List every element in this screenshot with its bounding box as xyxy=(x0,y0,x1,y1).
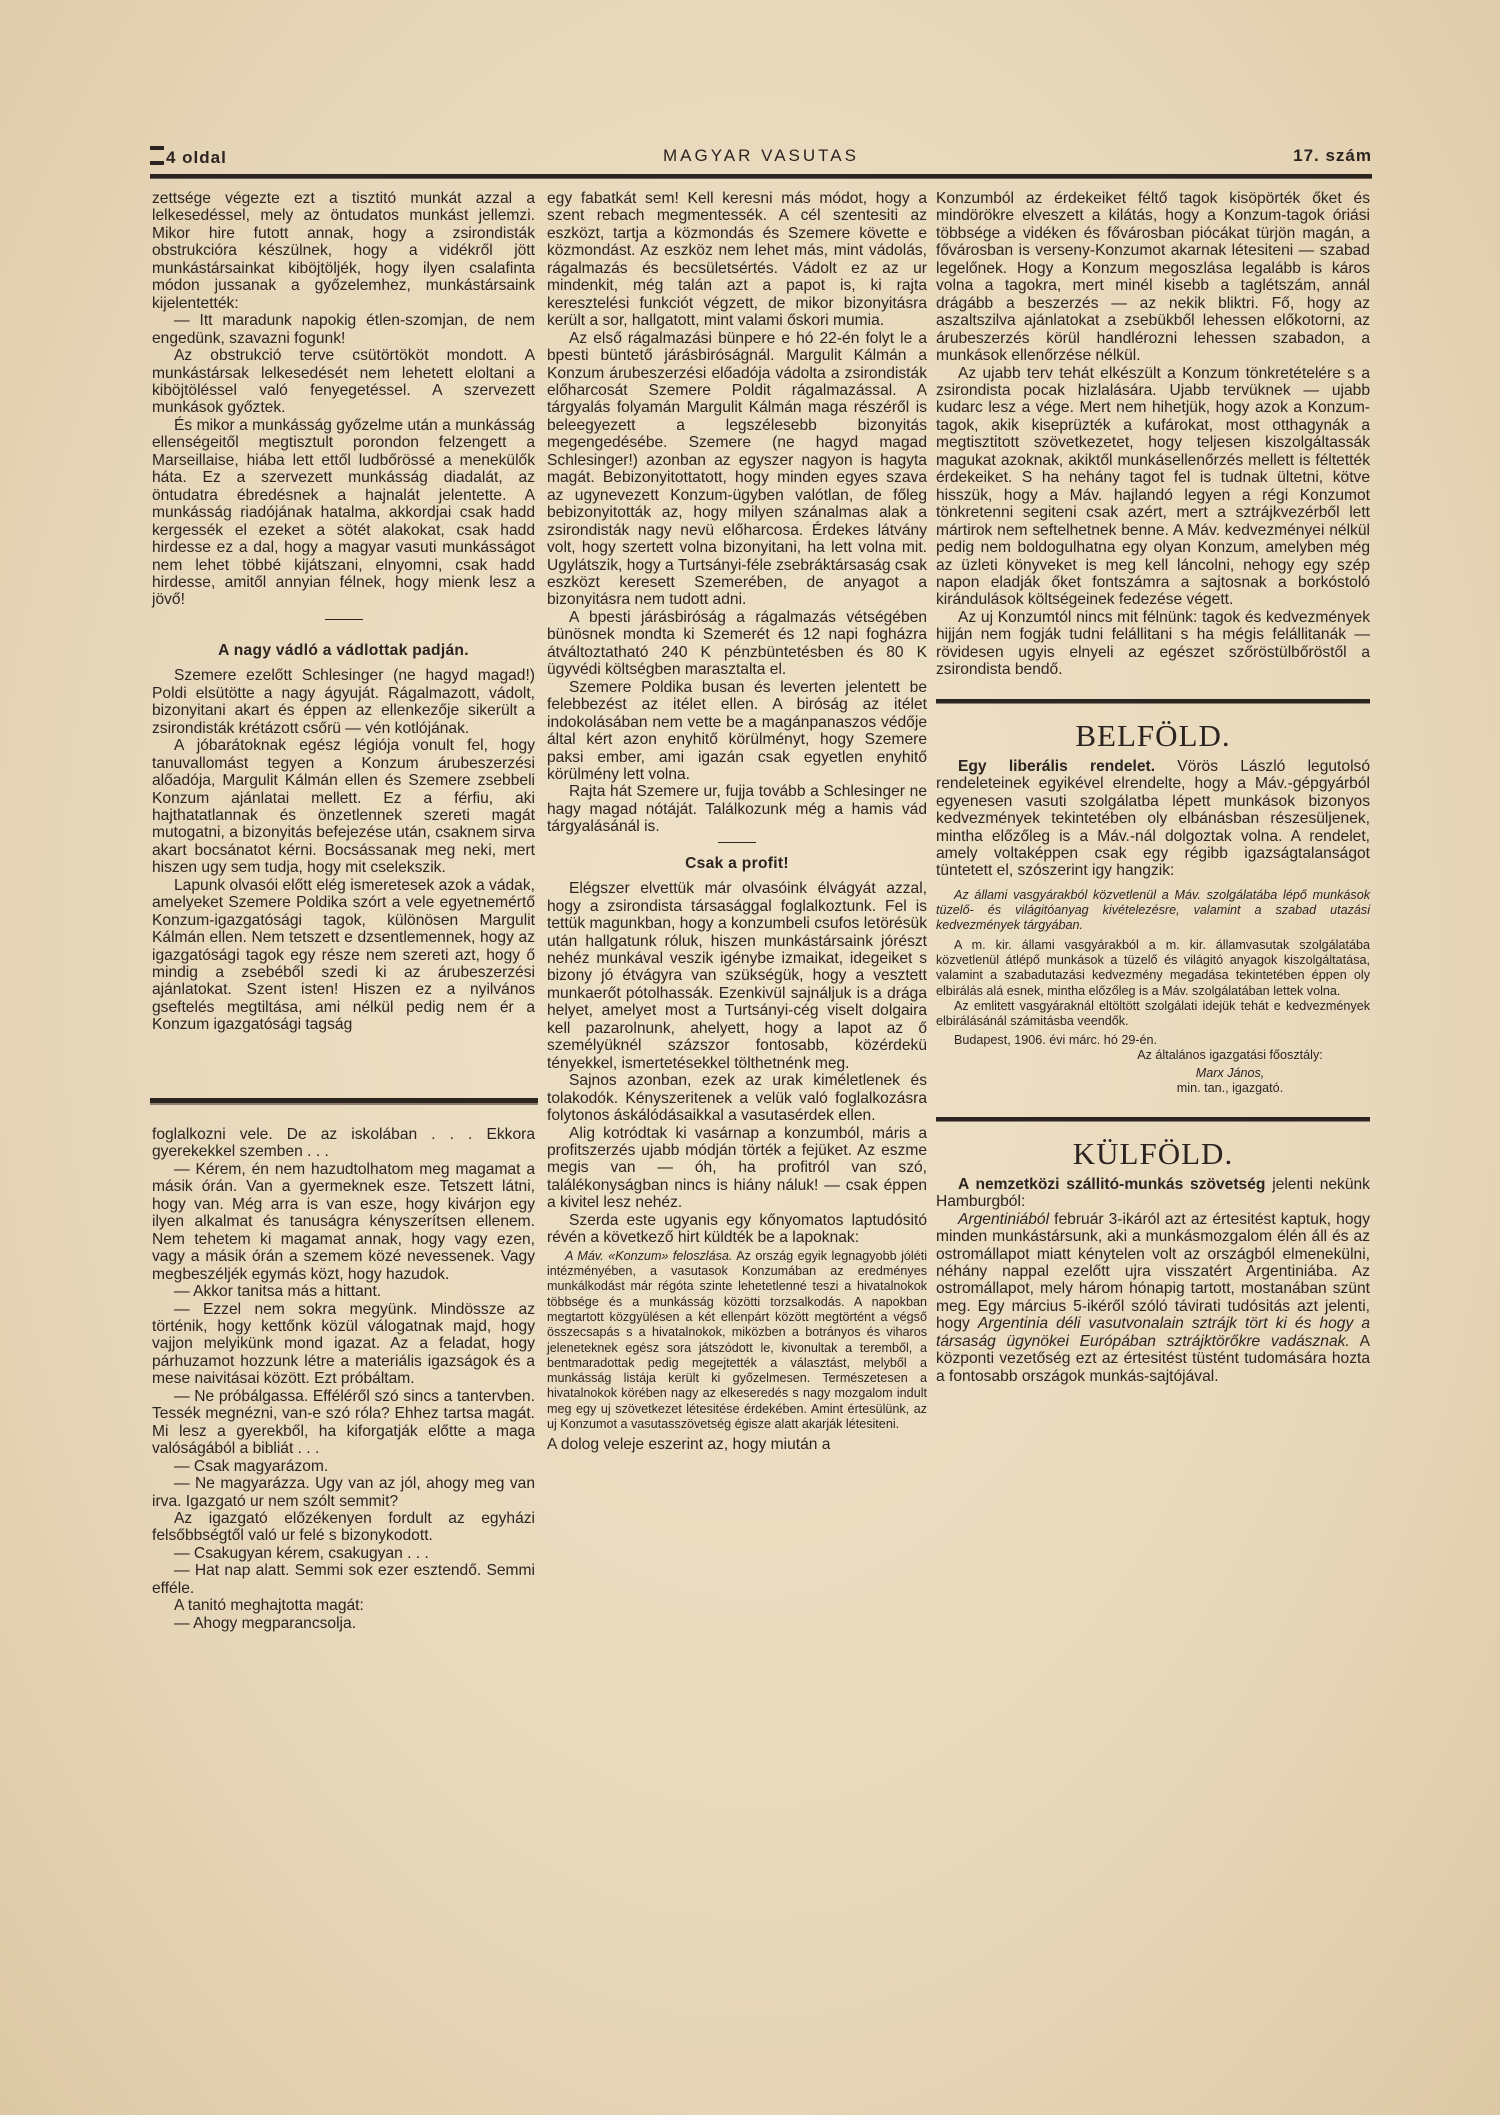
paragraph: zettsége végezte ezt a tisztitó munkát azzal a lelkesedéssel, mely az öntudatos munkást jellemzi. Mikor hire futott annak, hogy a zsirondisták obstrukcióra készülnek, hogy a vidékről jött munkástársainkat kiböjtöljék, hogy ilyen csalafinta módon jussanak a győzelemhez, munkástársaink kijelentették: xyxy=(152,190,535,312)
italic-text: Argentiniából xyxy=(958,1210,1050,1228)
decree-date: Budapest, 1906. évi márc. hó 29-én. xyxy=(954,1032,1158,1047)
paragraph: Az uj Konzumtól nincs mit félnünk: tagok és kedvezmények hijján nem fogják tudni felállitani s ha mégis felállitanák — rövidesen ugyis elnyeli az egészet szőröstülbőröstől a zsirondista bendő. xyxy=(936,608,1370,679)
lead-title: Egy liberális rendelet. xyxy=(958,757,1156,775)
paragraph: Szemere ezelőtt Schlesinger (ne hagyd magad!) Poldi elsütötte a nagy ágyuját. Rágalmazott, vádolt, bizonyitani akart és éppen az ellenkezője sikerült a zsirondisták krétázott csőrü — vén kotlójának. xyxy=(152,667,535,737)
paragraph: Szemere Poldika busan és leverten jelentett be felebbezést az itélet ellen. A biróság az itélet indokolásában nem vette be a magánpanaszos védője által kért azon enyhitő körülményt, hogy Szemere paksi ember, ami igazán csak egyetlen enyhitő körülmény lett volna. xyxy=(547,678,927,783)
signature-block xyxy=(936,1048,1370,1097)
column-2 xyxy=(547,190,927,1454)
paragraph: — Ne magyarázza. Ugy van az jól, ahogy meg van irva. Igazgató ur nem szólt semmit? xyxy=(152,1475,535,1510)
signature-name: Marx János, xyxy=(1195,1066,1265,1081)
column-3 xyxy=(936,190,1370,1385)
section-rule xyxy=(936,1117,1370,1122)
section-divider xyxy=(325,619,363,620)
quoted-news xyxy=(547,1249,927,1433)
paragraph: Az igazgató előzékenyen fordult az egyházi felsőbbségtől való ur felé s bizonykodott. xyxy=(152,1509,535,1545)
paragraph: Rajta hát Szemere ur, fujja tovább a Schlesinger ne hagy magad nótáját. Találkozunk még a hamis vád tárgyalásánál is. xyxy=(547,783,927,836)
paragraph: — Akkor tanitsa más a hittant. xyxy=(174,1283,382,1301)
paragraph: Lapunk olvasói előtt elég ismeretesek azok a vádak, amelyeket Szemere Poldika szórt a vele egyetnemértő Konzum-igazgatósági tagok, különösen Margulit Kálmán ellen. Nem tetszett e dzsentlemennek, hogy az igazgatósági tagok egy része nem szereti azt, hogy ő mindig a zsebéből szedi ki az árubeszerzési ajánlatokat. Szent isten! Hiszen ez a nyilvános gseftelés megtiltása, ami nélkül pedig nem ér a Konzum igazgatósági tagság xyxy=(152,876,535,1034)
paragraph: foglalkozni vele. De az iskolában . . . Ekkora gyerekekkel szemben . . . xyxy=(152,1126,535,1161)
paragraph: egy fabatkát sem! Kell keresni más módot, hogy a szent rebach megmentessék. A cél szentesiti az eszközt, tartja a közmondás és Szemere követte e közmondást. Az eszköz nem lehet más, mint vádolás, rágalmazás és becsületsértés. Vádolt ez az ur mindenkit, még talán azt a papot is, ki rajta keresztelési funkciót végzett, de mikor bizonyitásra került a sor, hallgatott, mint valami őskori mumia. xyxy=(547,190,927,330)
paragraph: Elégszer elvettük már olvasóink élvágyát azzal, hogy a zsirondista társasággal foglalkoztunk. Fel is tettük magunkban, hogy a konzumbeli csufos letörésük után hallgatunk róluk, hiszen munkástársaink jórészt nehéz munkával veszik igénybe izmaikat, idegeiket s bizony jó étvágyra van szükségük, hogy a vesztett munkaerőt pótolhassák. Ezenkivül sajnáljuk is a drága helyet, amelyet most a Turtsányi-cég viselt dolgaira kell pazarolnunk, ahelyett, hogy a lapot az ő személyüknél százszor fontosabb, közérdekü tényekkel, ismertetésekkel tölthetnénk meg. xyxy=(547,880,927,1072)
decree-paragraph: A m. kir. állami vasgyárakból a m. kir. államvasutak szolgálatába közvetlenül átlépő munkások a tüzelő és világitó anyagok kiszolgáltatása, valamint a szabadutazási kedvezmény megadása tekintetében éppen oly elbirálás alá esnek, mintha előzőleg is a Máv. szolgálatában lettek volna. xyxy=(936,937,1370,998)
quote-title: A Máv. «Konzum» feloszlása. xyxy=(565,1248,733,1263)
paragraph: Sajnos azonban, ezek az urak kiméletlenek és tolakodók. Kényszeritenek a velük való foglalkozásra folytonos áskálódásaikkal a vasutasérdek ellen. xyxy=(547,1072,927,1125)
column-1-bottom xyxy=(152,1126,535,1632)
article-title: Csak a profit! xyxy=(685,854,789,872)
column-1-top xyxy=(152,190,535,1034)
signature-office: Az általános igazgatási főosztály: xyxy=(1137,1047,1323,1062)
paragraph: — Csak magyarázom. xyxy=(174,1457,329,1475)
signature-role: min. tan., igazgató. xyxy=(1176,1081,1284,1096)
paragraph: Alig kotródtak ki vasárnap a konzumból, máris a profitszerzés ujabb módján törték a fejüket. Az eszme megis van — óh, ha profitról van szó, találékonyságban nincs is hiány náluk! — csak éppen a kivitel lesz nehéz. xyxy=(547,1124,927,1212)
paragraph: A jóbarátoknak egész légiója vonult fel, hogy tanuvallomást tegyen a Konzum árubeszerzési alőadója, Margulit Kálmán ellen és Szemere zsebbeli Konzum ajánlatai mellett. Ez a férfiu, aki hajthatatlannak és önzetlennek szereti magát mutogatni, a bizonyitás befejezése után, csaknem sirva akart bocsánatot kérni. Bocsássanak meg neki, mert hiszen ugy sem tudja, hogy mit cselekszik. xyxy=(152,737,535,877)
paragraph: — Csakugyan kérem, csakugyan . . . xyxy=(174,1544,429,1562)
paragraph: A bpesti járásbiróság a rágalmazás vétségében bünösnek mondta ki Szemerét és 12 napi fogházra átváltoztatható 240 K pénzbüntetésben és 80 K ügyvédi költségben marasztalta el. xyxy=(547,608,927,679)
paragraph: Konzumból az érdekeiket féltő tagok kisöpörték őket és mindörökre elveszett a kilátás, hogy a Konzum-tagok óriási többsége a vidéken és fővárosban piócákat türjön magán, a fővárosban is verseny-Konzumot akarnak létesiteni — szabad legelőnek. Hogy a Konzum megoszlása legalább is káros volna a tagokra, mert minél kisebb a taglétszám, annál drágább a beszerzés — az nekik bliktri. Fő, hogy az aszaltszilva ajánlatokat a zsebükből lehessen előkotorni, az árubeszerzés körül handlérozni lehessen szabadon, a munkások ellenőrzése nélkül. xyxy=(936,190,1370,365)
issue-number: 17. szám xyxy=(1293,146,1372,165)
lead-text: jelenti nekünk Hamburgból: xyxy=(936,1175,1370,1211)
page-number-text: 4 oldal xyxy=(166,148,227,167)
article-title: A nagy vádló a vádlottak padján. xyxy=(218,641,469,659)
paragraph: Az obstrukció terve csütörtököt mondott. A munkástársak lelkesedését nem lehetett eloltani a kiböjtöléssel való fenyegetéssel. A szervezett munkások győztek. xyxy=(152,347,535,417)
paragraph: És mikor a munkásság győzelme után a munkásság ellenségeitől megtisztult porondon felzengett a Marseillaise, hiába lett ettől ludbőrössé a menekülők háta. Ez a szervezett munkásság diadalát, az öntudatra ébredésnek a hajnalát jelentette. A munkásság riadójának hatalma, akkordjai csak hadd kergessék el ezeket a sötét alakokat, csak hadd hirdesse ez a dal, hogy a magyar vasuti munkásságot nem lehet többé kijátszani, elnyomni, csak hadd hirdesse, amitől annyian félnek, hogy mienk lesz a jövő! xyxy=(152,416,535,609)
page-header xyxy=(150,146,1372,172)
paragraph: Szerda este ugyanis egy kőnyomatos laptudósitó révén a következő hirt küldték be a lapoknak: xyxy=(547,1211,927,1247)
column-break-rule xyxy=(150,1098,538,1105)
decree-title: Az állami vasgyárakból közvetlenül a Máv. szolgálatába lépő munkások tüzelő- és világitóanyag kivételezésre, valamint a szabad utazási kedvezmények tárgyában. xyxy=(936,887,1370,933)
paragraph: — Hat nap alatt. Semmi sok ezer esztendő. Semmi efféle. xyxy=(152,1562,535,1597)
decree xyxy=(936,888,1370,1097)
paragraph: — Kérem, én nem hazudtolhatom meg magamat a másik órán. Van a gyermeknek esze. Tetszett látni, hogy van. Még arra is van esze, hogy kivárjon egy ilyen alkalmat és tanuságra kényszerítsen ellenem. Nem tehetem ki magamat annak, hogy vagy ezen, vagy a másik órán a szemem közé nevessenek. Vagy megbeszéljék egymás közt, hogy hazudok. xyxy=(152,1160,535,1283)
section-heading-belfold: BELFÖLD. xyxy=(1075,717,1231,753)
paragraph: — Itt maradunk napokig étlen-szomjan, de nem engedünk, szavazni fogunk! xyxy=(152,312,535,347)
section-divider xyxy=(718,842,756,843)
italic-text: Argentinia déli vasutvonalain sztrájk tört ki és hogy a társaság ügynökei Európában sztrájktörőkre vadásznak. xyxy=(936,1315,1370,1350)
quote-body: Az ország egyik legnagyobb jóléti intézményében, a vasutasok Konzumában az eredményes munkálkodást már régóta szinte lehetetlenné teszi a hivatalnokok többsége és a munkásság közötti torzsalkodás. A napokban megtartott közgyülésen a két ellenpárt között megtörtént a végső összecsapás s a hivatalnokok, miközben a botrányos és viharos jeleneteknek egész sora játszódott le, kivonultak a teremből, a bentmaradottak pedig megejtették a választást, melyből a munkásság listája került ki győzelmesen. Természetesen a hivatalnokok körében nagy az elkeseredés s nagy mozgalom indult meg egy uj szövetkezet létesitése érdekében. Amint értesülünk, az uj Konzumot a vasutasszövetség égisze alatt akarják létesiteni. xyxy=(547,1248,927,1431)
paragraph: — Ahogy megparancsolja. xyxy=(174,1614,357,1632)
text: február 3-ikáról azt az értesitést kaptuk, hogy minden munkástársunk, aki a munkásmozgalom élén áll és az ostromállapot miatt kénytelen volt az országból elmenekülni, néhány nappal ezelőtt ujra visszatért Argentiniába. Az ostromállapot, mely három hónapig tartott, mostanában szünt meg. Egy március 5-ikéről szóló távirati tudósitás azt jelenti, hogy xyxy=(936,1210,1370,1333)
decree-paragraph: Az emlitett vasgyáraknál eltöltött szolgálati idejük tehát e kedvezmények elbirálásánál számitásba veendők. xyxy=(936,998,1370,1029)
newspaper-title: MAGYAR VASUTAS xyxy=(663,146,859,165)
paragraph: A dolog veleje eszerint az, hogy miután a xyxy=(547,1436,831,1454)
section-heading-kulfold: KÜLFÖLD. xyxy=(1072,1135,1234,1171)
lead-title: A nemzetközi szállitó-munkás szövetség xyxy=(958,1175,1266,1193)
section-rule xyxy=(936,699,1370,704)
paragraph: Az ujabb terv tehát elkészült a Konzum tönkretételére s a zsirondista pocak hizlalására. Ujabb tervüknek — ujabb kudarc lesz a vége. Mert nem hihetjük, hogy azok a Konzum-tagok, akik kiseprüzték a kufárokat, most otthagynák a megtisztitott szövetkezetet, hogy teljesen kiszolgáltassák magukat azoknak, akiktől munkásellenőrzés mellett is féltették érdekeiket. S ha nehány tagot fel is tudnak ültetni, kötve hisszük, hogy a Máv. hajlandó legyen a régi Konzumot tönkretenni segiteni csak azért, mert a sztrájkvezérből lett mártirok nem seftelhetnek benne. A Máv. kedvezményei nélkül pedig nem boldogulhatna egy olyan Konzum, amelyben még az üzleti könyveket is meg kell láncolni, nehogy egy szép napon eladják őket fontszámra a sajtosnak a borkóstoló kirándulások költségeinek fedezése végett. xyxy=(936,364,1370,609)
paragraph: Az első rágalmazási bünpere e hó 22-én folyt le a bpesti büntető járásbiróságnál. Margulit Kálmán a Konzum árubeszerzési előadója vádolta a zsirondisták előharcosát Szemere Poldit rágalmazással. A tárgyalás folyamán Margulit Kálmán maga részéről is beleegyezett a legszélesebb bizonyitás megengedésébe. Szemere (ne hagyd magad Schlesinger!) azonban az egyszer nagyon is hagyta magát. Bebizonyitottatott, hogy minden egyes szava az ugynevezett Konzum-ügyben valótlan, de főleg bebizonyitották az, hogy milyen szánalmas alak a zsirondisták nagy nevü előharcosa. Érdekes látvány volt, hogy szertett volna bizonyitani, ha lett volna mit. Ugylátszik, hogy a Turtsányi-féle zsebráktársaság csak eszközt keresett Szemerében, de anyagot a bizonyitásra nem tudott adni. xyxy=(547,329,927,609)
paragraph: A tanitó meghajtotta magát: xyxy=(174,1597,364,1615)
paragraph: — Ezzel nem sokra megyünk. Mindössze az történik, hogy kettőnk közül válogatnak majd, hogy vajjon melyikünk mond igazat. Az a feladat, hogy párhuzamot hozzunk létre a materiális igazságok és a mese naivitásai között. Ezt próbáltam. xyxy=(152,1300,535,1388)
header-rule xyxy=(150,174,1372,179)
lead-text: Vörös László legutolsó rendeleteinek egyikével elrendelte, hogy a Máv.-gépgyárból egyenesen vasuti szolgálatba lépett munkások bizonyos kedvezmények tekintetében oly elbánásban részesüljenek, mintha előzőleg is a Máv.-nál dolgoztak volna. A rendelet, amely voltaképpen csak egy régibb igazságtalanságot tüntetett el, szószerint igy hangzik: xyxy=(936,757,1370,880)
paragraph: — Ne próbálgassa. Efféléről szó sincs a tantervben. Tessék megnézni, van-e szó róla? Ehhez tartsa magát. Mi lesz a gyerekből, ha kiforgatják előtte a maga valóságából a bibliát . . . xyxy=(152,1387,535,1458)
text: A központi vezetőség ezt az értesitést tüstént tudomására hozta a fontosabb országok munkás-sajtójával. xyxy=(936,1332,1370,1385)
